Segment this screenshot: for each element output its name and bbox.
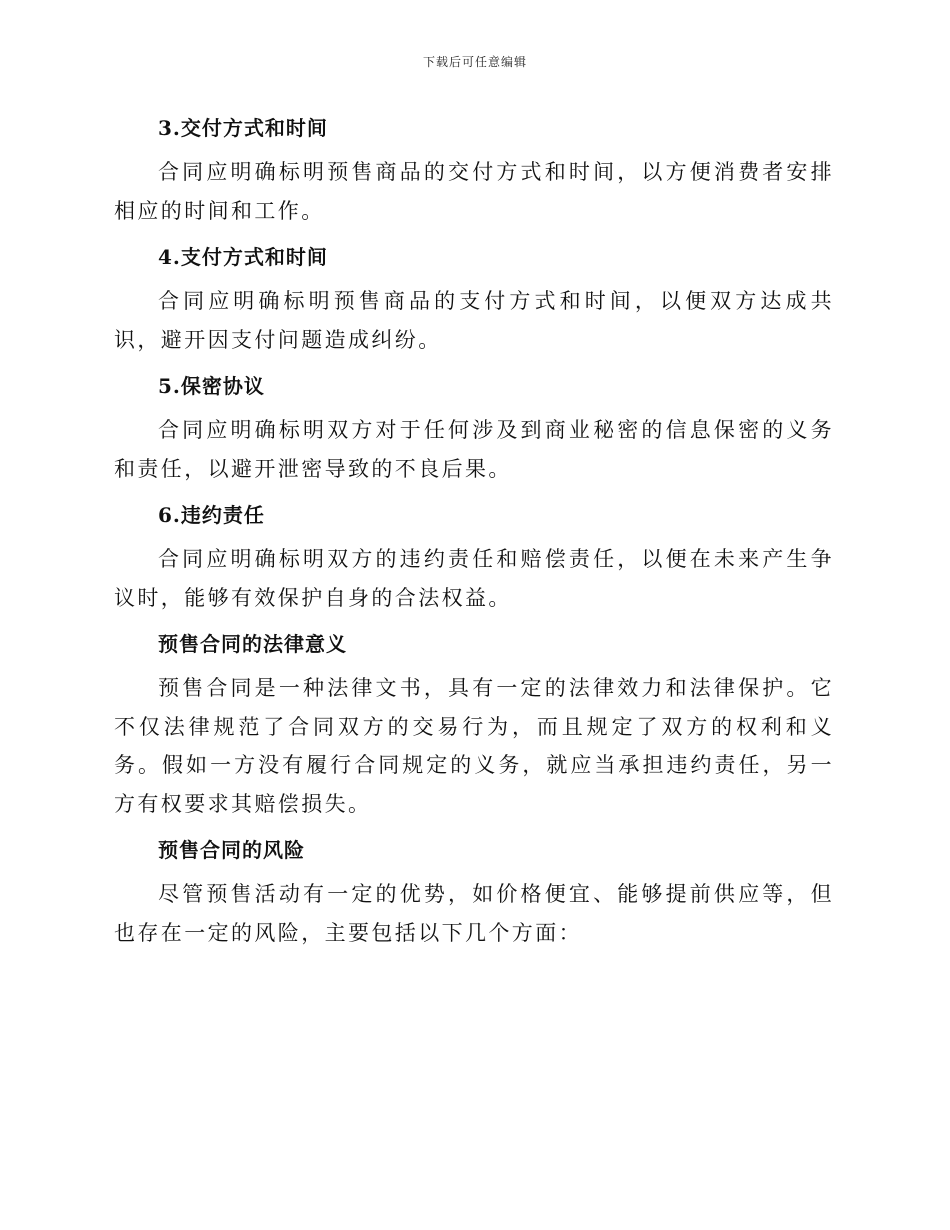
document-body [114,110,834,952]
page-header: 下载后可任意编辑 [422,55,527,69]
section-heading: 6.违约责任 [158,503,265,527]
section-legal-significance [114,626,834,823]
section-payment [114,239,834,359]
section-paragraph: 合同应明确标明预售商品的交付方式和时间，以方便消费者安排相应的时间和工作。 [114,160,834,223]
section-risks [114,832,834,952]
section-confidentiality [114,368,834,488]
section-breach [114,497,834,617]
section-heading: 预售合同的风险 [158,838,305,862]
section-heading: 5.保密协议 [158,374,265,398]
section-delivery [114,110,834,230]
section-heading: 4.支付方式和时间 [158,245,328,269]
section-heading: 预售合同的法律意义 [158,632,347,656]
section-paragraph: 合同应明确标明双方的违约责任和赔偿责任，以便在未来产生争议时，能够有效保护自身的合法权益。 [114,547,834,610]
section-paragraph: 合同应明确标明预售商品的支付方式和时间，以便双方达成共识，避开因支付问题造成纠纷。 [114,289,834,352]
section-paragraph: 预售合同是一种法律文书，具有一定的法律效力和法律保护。它不仅法律规范了合同双方的交易行为，而且规定了双方的权利和义务。假如一方没有履行合同规定的义务，就应当承担违约责任，另一方有权要求其赔偿损失。 [114,676,834,816]
section-paragraph: 合同应明确标明双方对于任何涉及到商业秘密的信息保密的义务和责任，以避开泄密导致的不良后果。 [114,418,834,481]
section-paragraph: 尽管预售活动有一定的优势，如价格便宜、能够提前供应等，但也存在一定的风险，主要包括以下几个方面： [114,882,834,945]
section-heading: 3.交付方式和时间 [158,116,328,140]
